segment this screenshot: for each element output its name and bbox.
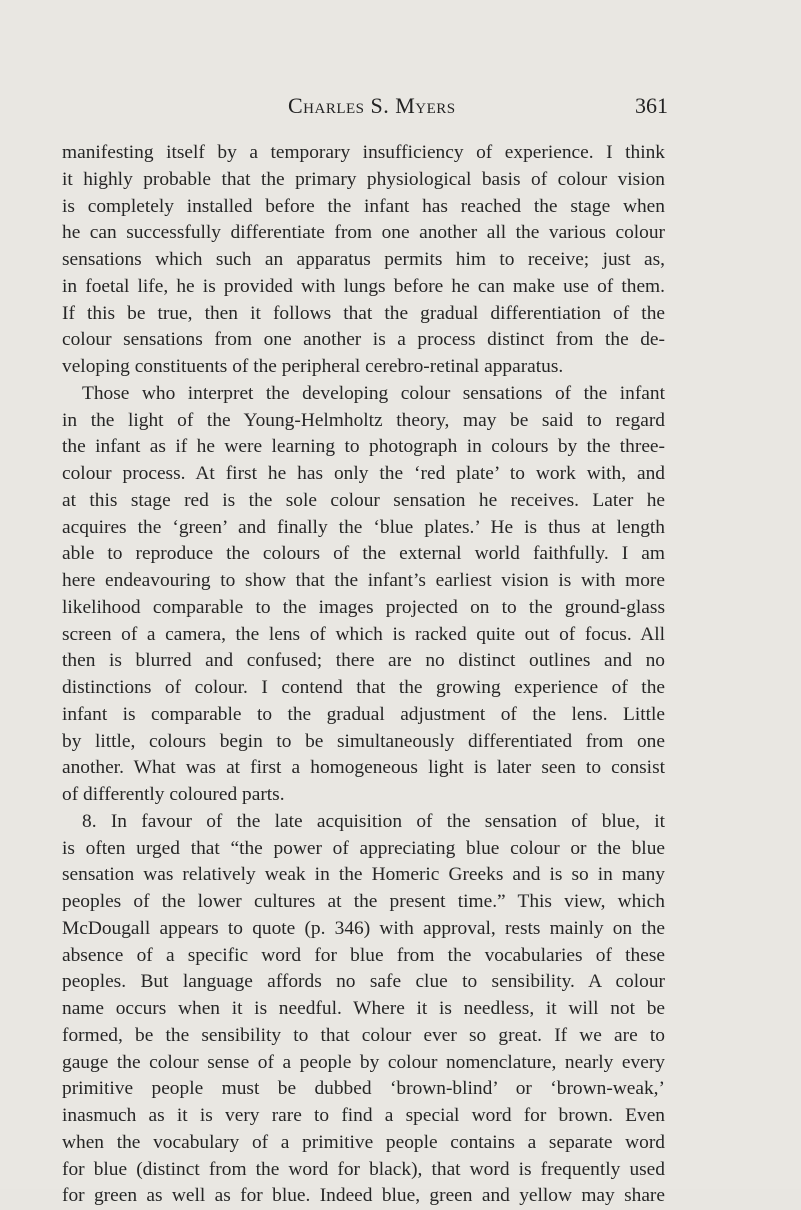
text-line: another. What was at first a homogeneous light is later seen to consist <box>62 757 665 779</box>
text-line: when the vocabulary of a primitive people contains a separate word <box>62 1131 665 1153</box>
text-line: colour process. At first he has only the ‘red plate’ to work with, and <box>62 463 665 484</box>
page-header <box>288 93 668 123</box>
text-line: screen of a camera, the lens of which is racked quite out of focus. All <box>62 623 665 645</box>
text-line: If this be true, then it follows that the gradual differentiation of the <box>62 302 665 324</box>
text-line: likelihood comparable to the images projected on to the ground-glass <box>62 596 665 618</box>
text-line: the infant as if he were learning to photograph in colours by the three- <box>62 436 665 458</box>
text-line: infant is comparable to the gradual adjustment of the lens. Little <box>62 703 665 725</box>
text-line: manifesting itself by a temporary insufficiency of experience. I think <box>62 142 665 163</box>
text-line: in foetal life, he is provided with lungs before he can make use of them. <box>62 275 665 297</box>
text-line: then is blurred and confused; there are no distinct outlines and no <box>62 650 665 672</box>
text-line: is completely installed before the infant has reached the stage when <box>62 195 665 217</box>
text-line: able to reproduce the colours of the external world faithfully. I am <box>62 543 665 565</box>
text-line: veloping constituents of the peripheral cerebro-retinal apparatus. <box>62 356 564 377</box>
text-line: here endeavouring to show that the infant’s earliest vision is with more <box>62 570 665 591</box>
text-line: absence of a specific word for blue from the vocabularies of these <box>62 944 665 966</box>
body-text <box>62 140 665 1210</box>
text-line: at this stage red is the sole colour sensation he receives. Later he <box>62 489 665 511</box>
page-number: 361 <box>635 93 668 118</box>
text-line: he can successfully differentiate from one another all the various colour <box>62 222 665 244</box>
text-line: formed, be the sensibility to that colour ever so great. If we are to <box>62 1024 665 1046</box>
text-line: Those who interpret the developing colour sensations of the infant <box>82 382 665 404</box>
text-line: gauge the colour sense of a people by colour nomenclature, nearly every <box>62 1051 665 1073</box>
text-line: of differently coloured parts. <box>62 784 285 805</box>
text-line: McDougall appears to quote (p. 346) with approval, rests mainly on the <box>62 917 665 939</box>
text-line: sensation was relatively weak in the Homeric Greeks and is so in many <box>62 864 665 886</box>
text-line: in the light of the Young-Helmholtz theory, may be said to regard <box>62 409 665 431</box>
text-line: it highly probable that the primary physiological basis of colour vision <box>62 168 665 190</box>
text-line: primitive people must be dubbed ‘brown-blind’ or ‘brown-weak,’ <box>62 1078 665 1100</box>
text-line: peoples. But language affords no safe clue to sensibility. A colour <box>62 971 665 993</box>
text-line: inasmuch as it is very rare to find a special word for brown. Even <box>62 1105 665 1126</box>
text-line: is often urged that “the power of appreciating blue colour or the blue <box>62 837 665 859</box>
text-line: peoples of the lower cultures at the present time.” This view, which <box>62 891 665 912</box>
running-head: Charles S. Myers <box>288 93 456 118</box>
text-line: name occurs when it is needful. Where it is needless, it will not be <box>62 998 665 1019</box>
text-line: sensations which such an apparatus permits him to receive; just as, <box>62 249 665 270</box>
text-line: distinctions of colour. I contend that the growing experience of the <box>62 677 665 698</box>
text-line: acquires the ‘green’ and finally the ‘blue plates.’ He is thus at length <box>62 516 665 538</box>
text-line: colour sensations from one another is a process distinct from the de- <box>62 329 665 351</box>
text-line: by little, colours begin to be simultaneously differentiated from one <box>62 730 665 752</box>
text-line: 8. In favour of the late acquisition of the sensation of blue, it <box>82 810 665 832</box>
text-line: for blue (distinct from the word for black), that word is frequently used <box>62 1158 665 1180</box>
text-line: for green as well as for blue. Indeed blue, green and yellow may share <box>62 1185 665 1207</box>
